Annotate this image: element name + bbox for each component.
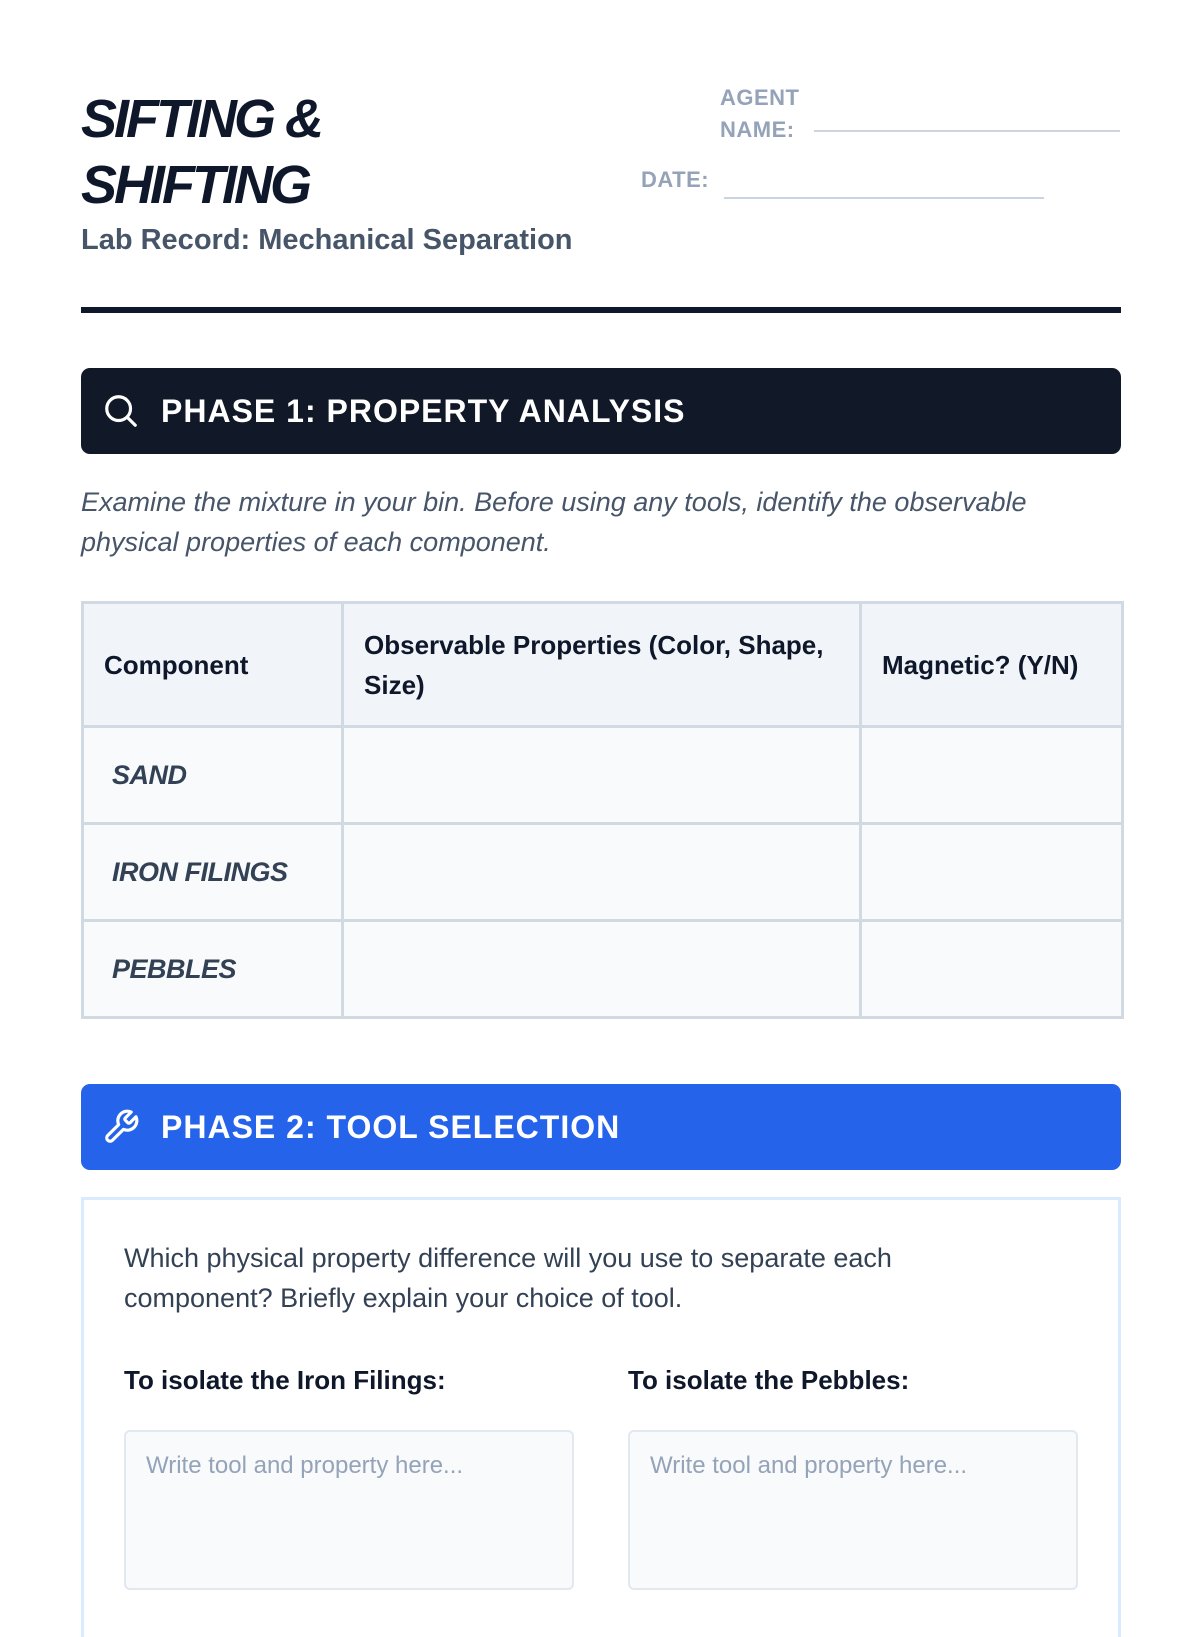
date-label: DATE: — [641, 167, 710, 192]
magnetic-cell[interactable] — [861, 824, 1123, 921]
component-cell: IRON FILINGS — [83, 824, 343, 921]
tool-selection-panel — [81, 1197, 1121, 1637]
column-header-magnetic: Magnetic? (Y/N) — [861, 603, 1123, 727]
magnetic-cell[interactable] — [861, 727, 1123, 824]
table-row — [83, 824, 1123, 921]
header-divider — [81, 307, 1121, 313]
worksheet-subtitle: Lab Record: Mechanical Separation — [81, 224, 573, 256]
magnetic-cell[interactable] — [861, 921, 1123, 1018]
worksheet-title — [81, 86, 501, 218]
properties-cell[interactable] — [343, 824, 861, 921]
title-line-2: SHIFTING — [81, 155, 309, 215]
iron-filings-answer[interactable] — [124, 1430, 574, 1590]
title-line-1: SIFTING & — [81, 89, 321, 149]
component-cell: PEBBLES — [83, 921, 343, 1018]
date-field[interactable] — [724, 197, 1044, 199]
search-icon — [101, 391, 141, 431]
agent-name-field[interactable] — [814, 130, 1120, 132]
table-row — [83, 921, 1123, 1018]
iron-filings-label: To isolate the Iron Filings: — [124, 1365, 446, 1395]
property-table — [81, 601, 1124, 1019]
phase1-instructions: Examine the mixture in your bin. Before using any tools, identify the observable physical properties of each component. — [81, 487, 1027, 557]
component-cell: SAND — [83, 727, 343, 824]
table-header-row — [83, 603, 1123, 727]
phase1-header — [81, 368, 1121, 454]
phase2-header — [81, 1084, 1121, 1170]
properties-cell[interactable] — [343, 921, 861, 1018]
table-row — [83, 727, 1123, 824]
column-header-properties: Observable Properties (Color, Shape, Size) — [343, 603, 861, 727]
column-header-component: Component — [83, 603, 343, 727]
phase1-title: PHASE 1: PROPERTY ANALYSIS — [161, 392, 686, 429]
wrench-icon — [101, 1107, 141, 1147]
pebbles-label: To isolate the Pebbles: — [628, 1365, 910, 1395]
pebbles-answer[interactable] — [628, 1430, 1078, 1590]
phase2-title: PHASE 2: TOOL SELECTION — [161, 1108, 621, 1145]
phase2-prompt: Which physical property difference will you use to separate each component? Briefly explain your choice of tool. — [124, 1243, 892, 1313]
properties-cell[interactable] — [343, 727, 861, 824]
agent-name-label: AGENT NAME: — [720, 85, 800, 142]
